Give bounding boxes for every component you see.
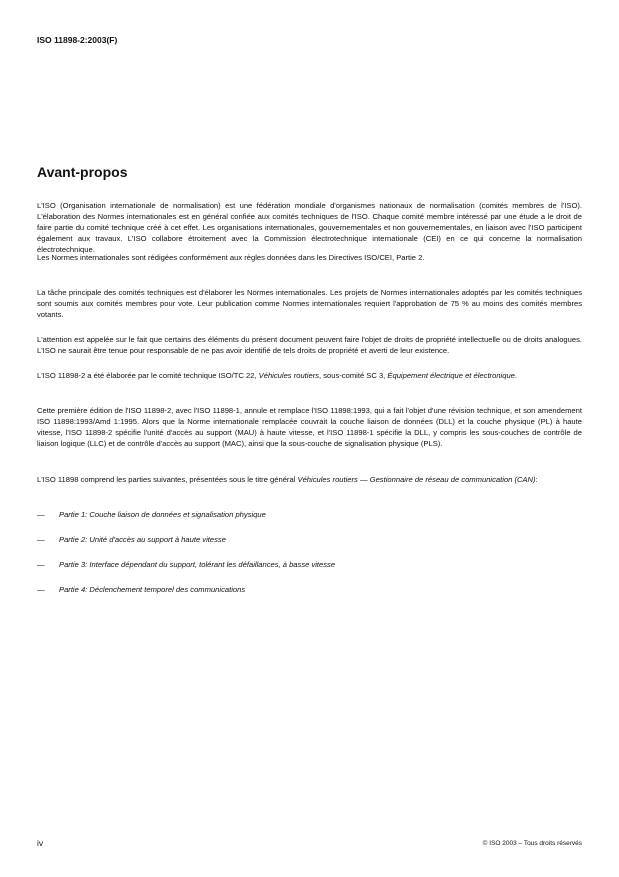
text: Véhicules routiers [258, 371, 320, 380]
text: Véhicules routiers — Gestionnaire de réseau de communication (CAN) [297, 475, 536, 484]
list-item-text: Partie 2: Unité d'accès au support à haute vitesse [59, 535, 226, 544]
paragraph [37, 370, 582, 381]
text: Équipement électrique et électronique [387, 371, 515, 380]
paragraph: Les Normes internationales sont rédigées conformément aux règles données dans les Directives ISO/CEI, Partie 2. [37, 253, 425, 262]
list-item [37, 534, 226, 545]
dash: — [37, 510, 45, 519]
page-number: iv [37, 838, 44, 848]
paragraph: Cette première édition de l'ISO 11898-2, avec l'ISO 11898-1, annule et remplace l'ISO 11898:1993, qui a fait l'objet d'une révision technique, et son amendement ISO 11898:1993/Amd 1:1995. Alors que la Norme internationale remplacée couvrait la couche liaison de données (DLL) et la couche physique (PL) à haute vitesse, l'ISO 11898-2 spécifie l'unité d'accès au support (MAU) à haute vitesse, et l'ISO 11898-1 spécifie la DLL, y compris les sous-couches de contrôle de liaison logique (LLC) et de contrôle d'accès au support (MAC), ainsi que la sous-couche de signalisation physique (PLS). [37, 406, 582, 448]
paragraph: La tâche principale des comités techniques est d'élaborer les Normes internationales. Les projets de Normes internationales adoptés par les comités techniques sont soumis aux comités membres pour vote. Leur publication comme Normes internationales requiert l'approbation de 75 % au moins des comités membres votants. [37, 288, 582, 319]
text: . [514, 371, 518, 380]
paragraph [37, 474, 582, 485]
dash: — [37, 585, 45, 594]
dash: — [37, 535, 45, 544]
document-header: ISO 11898-2:2003(F) [37, 35, 118, 45]
copyright: © ISO 2003 – Tous droits réservés [482, 840, 582, 847]
text: , sous-comité SC 3, [319, 371, 388, 380]
dash: — [37, 560, 45, 569]
text: L'ISO 11898 comprend les parties suivantes, présentées sous le titre général [37, 475, 298, 484]
list-item-text: Partie 4: Déclenchement temporel des communications [59, 585, 246, 594]
list-item [37, 559, 335, 570]
text: : [535, 475, 538, 484]
list-item-text: Partie 3: Interface dépendant du support, tolérant les défaillances, à basse vitesse [59, 560, 336, 569]
list-item [37, 584, 245, 595]
paragraph: L'attention est appelée sur le fait que certains des éléments du présent document peuvent faire l'objet de droits de propriété intellectuelle ou de droits analogues. L'ISO ne saurait être tenue pour responsable de ne pas avoir identifié de tels droits de propriété et averti de leur existence. [37, 335, 582, 355]
text: L'ISO 11898-2 a été élaborée par le comité technique ISO/TC 22, [37, 371, 259, 380]
paragraph: L'ISO (Organisation internationale de normalisation) est une fédération mondiale d'organismes nationaux de normalisation (comités membres de l'ISO). L'élaboration des Normes internationales est en général confiée aux comités techniques de l'ISO. Chaque comité membre intéressé par une étude a le droit de faire partie du comité technique créé à cet effet. Les organisations internationales, gouvernementales et non gouvernementales, en liaison avec l'ISO participent également aux travaux. L'ISO collabore étroitement avec la Commission électrotechnique internationale (CEI) en ce qui concerne la normalisation électrotechnique. [37, 201, 582, 254]
list-item [37, 509, 266, 520]
section-title: Avant-propos [37, 164, 128, 180]
list-item-text: Partie 1: Couche liaison de données et signalisation physique [59, 510, 266, 519]
